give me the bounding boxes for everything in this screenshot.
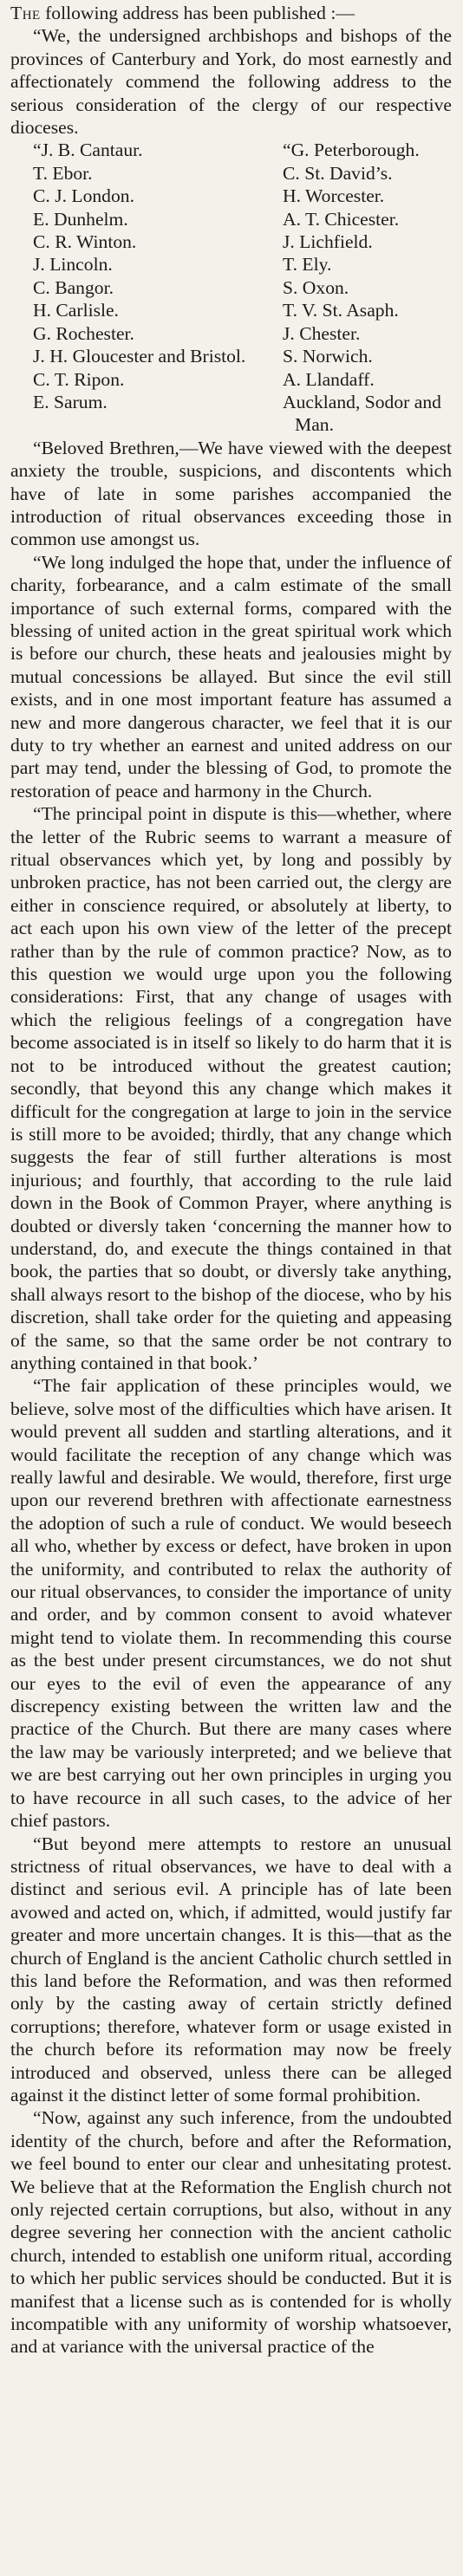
signatory: “G. Peterborough. — [283, 140, 420, 161]
signatory: J. Lincoln. — [33, 254, 113, 276]
intro-line — [10, 2, 452, 24]
paragraph-fair-application: “The fair application of these principles would, we believe, solve most of the difficulties which have arisen. It would prevent all sudden and startling alterations, and it would facilitate the reception of any change which was really lawful and desirable. We would, therefore, first urge upon our reverend brethren with affectionate earnestness the adoption of such a rule of conduct. We would beseech all who, whether by excess or defect, have broken in upon the uniformity, and contributed to relax the authority of our ritual observances, to consider the importance of unity and order, and by common consent to avoid whatever might tend to violate them. In recommending this course as the best under present circumstances, we do not shut our eyes to the evil of even the appearance of any discrepency existing between the written law and the practice of the Church. But there are many cases where the law may be variously interpreted; and we believe that we are best carrying out her own principles in urging you to have recource in all such cases, to the advice of her chief pastors. — [10, 1375, 452, 1832]
signatory: T. V. St. Asaph. — [283, 300, 399, 321]
signatory: A. T. Chicester. — [283, 208, 400, 230]
signatory: E. Dunhelm. — [33, 208, 128, 230]
paragraph-preamble: “We, the undersigned archbishops and bishops of the provinces of Canterbury and York, do most earnestly and affectionately commend the following address to the serious consideration of the clergy of our respective dioceses. — [10, 25, 452, 139]
paragraph-principal-point: “The principal point in dispute is this—whether, where the letter of the Rubric seems to warrant a measure of ritual observances which yet, by long and possibly by unbroken practice, has not been carried out, the clergy are either in conscience required, or absolutely at liberty, to act each upon his own view of the letter of the precept rather than by the rule of common practice? Now, as to this question we would urge upon you the following considerations: First, that any change of usages with which the religious feelings of a congregation have become associated is in itself so likely to do harm that it is not to be introduced without the greatest caution; secondly, that beyond this any change which makes it difficult for the congregation at large to join in the service is still more to be avoided; thirdly, that any change which suggests the fear of still further alterations is most injurious; and fourthly, that according to the rule laid down in the Book of Common Prayer, where anything is doubted or diversly taken ‘concerning the manner how to understand, do, and execute the things contained in that book, the parties that so doubt, or diversly take anything, shall always resort to the bishop of the diocese, who by his discretion, shall take order for the quieting and appeasing of the same, so that the same order be not contrary to anything contained in that book.’ — [10, 803, 452, 1373]
signatory: J. Lichfield. — [283, 231, 373, 253]
signatories-list — [10, 139, 452, 436]
signatory: C. T. Ripon. — [33, 368, 125, 390]
signatory: S. Norwich. — [283, 346, 373, 367]
signatories-left-column — [33, 139, 276, 436]
signatory: C. Bangor. — [33, 276, 114, 298]
signatory: Auckland, Sodor and Man. — [283, 391, 441, 436]
signatory: S. Oxon. — [283, 276, 349, 298]
signatory: J. H. Gloucester and Bristol. — [33, 346, 246, 367]
signatory: T. Ebor. — [33, 162, 93, 184]
intro-lead-word: The — [10, 3, 41, 23]
signatory: G. Rochester. — [33, 322, 134, 344]
intro-text: following address has been published :— — [40, 3, 355, 23]
signatory: J. Chester. — [283, 322, 361, 344]
paragraph-beyond-attempts: “But beyond mere attempts to restore an unusual strictness of ritual observances, we have to deal with a distinct and serious evil. A principle has of late been avowed and acted on, which, if admitted, would justify far greater and more uncertain changes. It is this—that as the church of England is the ancient Catholic church settled in this land before the Reformation, and was then reformed only by the casting away of certain strictly defined corruptions; therefore, whatever form or usage existed in the church before its reformation may now be freely introduced and observed, unless there can be alleged against it the distinct letter of some formal prohibition. — [10, 1833, 452, 2106]
signatory: “J. B. Cantaur. — [33, 140, 143, 161]
paragraph-salutation: “Beloved Brethren,—We have viewed with the deepest anxiety the trouble, suspicions, and discontents which have of late in some parishes accompanied the introduction of ritual observances exceeding those in common use amongst us. — [10, 437, 452, 550]
signatory: H. Carlisle. — [33, 300, 119, 321]
paragraph-protest: “Now, against any such inference, from the undoubted identity of the church, before and after the Reformation, we feel bound to enter our clear and unhesitating protest. We believe that at the Reformation the English church not only rejected certain corruptions, but also, without in any degree severing her connection with the ancient catholic church, intended to establish one uniform ritual, according to which her public services should be conducted. But it is manifest that a license such as is contended for is wholly incompatible with any uniformity of worship whatsoever, and at variance with the universal practice of the — [10, 2107, 452, 2358]
signatory: H. Worcester. — [283, 185, 385, 207]
signatory: E. Sarum. — [33, 391, 108, 412]
signatory: C. St. David’s. — [283, 162, 393, 184]
paragraph-hope: “We long indulged the hope that, under the influence of charity, forbearance, and a calm estimate of the small importance of such external forms, compared with the blessing of united action in the great spiritual work which is before our church, these heats and jealousies might by mutual concessions be allayed. But since the evil still exists, and in one most important feature has assumed a new and more dangerous character, we feel that it is our duty to try whether an earnest and united address on our part may tend, under the blessing of God, to promote the restoration of peace and harmony in the Church. — [10, 551, 452, 801]
signatory: C. R. Winton. — [33, 231, 137, 253]
signatories-right-column — [283, 139, 452, 436]
signatory: A. Llandaff. — [283, 368, 375, 390]
signatory: T. Ely. — [283, 254, 332, 276]
signatory: C. J. London. — [33, 185, 134, 207]
